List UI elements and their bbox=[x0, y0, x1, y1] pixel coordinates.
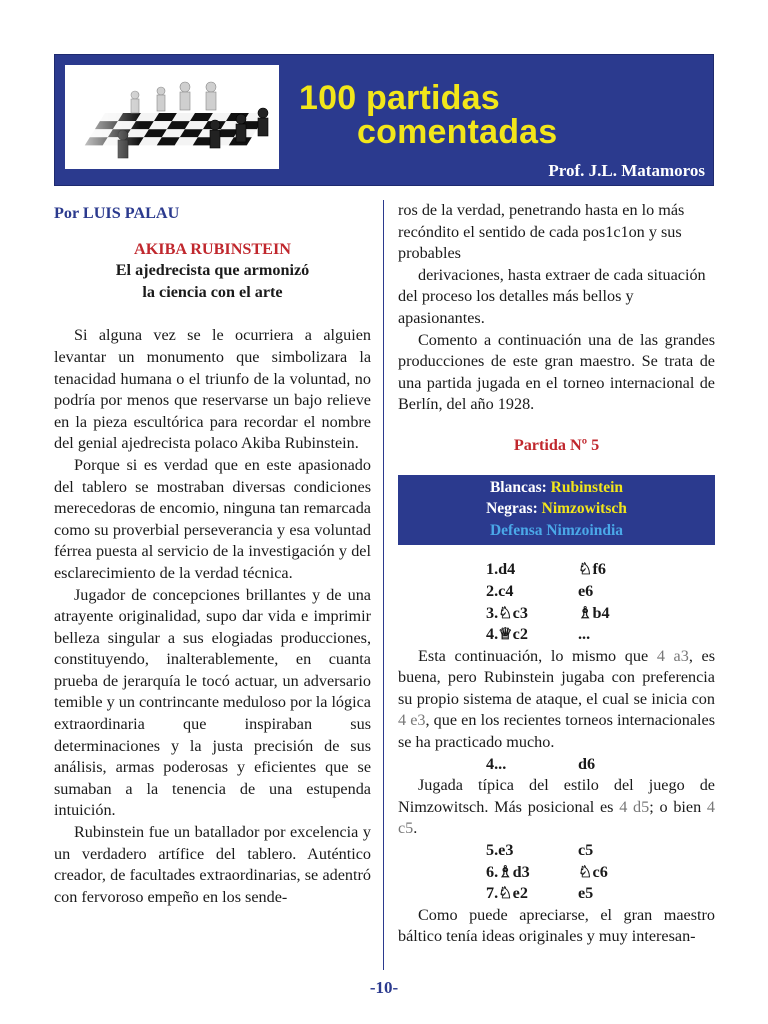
comment-text: Esta continuación, lo mismo que bbox=[418, 646, 657, 665]
black-move: e5 bbox=[578, 884, 594, 903]
byline: Por LUIS PALAU bbox=[54, 204, 180, 222]
move-row bbox=[398, 862, 715, 884]
comment-text: , que en los recientes torneos internacionales se ha practicado mucho. bbox=[398, 711, 715, 752]
move-row bbox=[398, 581, 715, 603]
comment-text: , es buena, pero Rubinstein jugaba con preferencia su propio sistema de ataque, el cual se inicia con bbox=[398, 646, 716, 708]
white-move: 3.♘c3 bbox=[486, 603, 528, 622]
page-number: -10- bbox=[369, 978, 399, 997]
black-move: ♗b4 bbox=[578, 603, 610, 622]
white-label: Blancas: bbox=[489, 478, 551, 496]
paragraph: Porque si es verdad que en este apasionado del tablero se mostraban diversas condiciones merecedoras de encomio, ninguna tan remarcada como su proverbial perseverancia y esa voluntad férrea puesta al servicio de la investigación y del esclarecimiento de la verdad técnica. bbox=[54, 455, 371, 582]
inline-move: 4 a3 bbox=[656, 646, 689, 665]
header-banner bbox=[54, 54, 714, 186]
comment-text: ; o bien bbox=[649, 797, 707, 816]
article-subtitle bbox=[54, 260, 371, 303]
white-move: 4.♕c2 bbox=[486, 625, 528, 644]
move-list bbox=[398, 559, 715, 645]
comment-text: . bbox=[413, 819, 418, 838]
move-row bbox=[398, 603, 715, 625]
comment-text: Jugada típica del estilo del juego de Nimzowitsch. Más posicional es bbox=[398, 776, 715, 816]
title-line-1: 100 partidas bbox=[299, 79, 500, 117]
inline-move: 4 c5 bbox=[398, 797, 716, 838]
paragraph: Si alguna vez se le ocurriera a alguien levantar un monumento que simbolizara la tenacidad humana o el triunfo de la voluntad, no podría por menos que reservarse un bajo relieve en la pieza escultórica para recordar el nombre del genial ajedrecista polaco Akiba Rubinstein. bbox=[54, 326, 371, 453]
white-player: Rubinstein bbox=[550, 478, 624, 496]
column-divider bbox=[383, 200, 384, 970]
white-move: 5.e3 bbox=[486, 841, 514, 860]
paragraph: derivaciones, hasta extraer de cada situación del proceso los detalles más bellos y apasionantes. bbox=[398, 265, 706, 327]
paragraph: Rubinstein fue un batallador por excelencia y un verdadero artífice del tablero. Auténtico creador, de facultades extraordinarias, se adentró con fervoroso empeño en los sende- bbox=[54, 823, 371, 906]
publication-author: Prof. J.L. Matamoros bbox=[548, 161, 705, 180]
paragraph bbox=[398, 775, 715, 840]
black-move: ... bbox=[578, 625, 591, 644]
title-line-2: comentadas bbox=[357, 113, 558, 151]
black-player: Nimzowitsch bbox=[541, 500, 627, 518]
black-move: c5 bbox=[578, 841, 594, 860]
white-move: 2.c4 bbox=[486, 581, 514, 600]
inline-move: 4 d5 bbox=[619, 797, 650, 816]
black-move: e6 bbox=[578, 581, 594, 600]
white-player-line bbox=[398, 477, 715, 499]
game-info-box bbox=[398, 475, 715, 546]
chessboard-photo bbox=[65, 65, 279, 169]
move-list bbox=[398, 754, 715, 776]
move-row bbox=[398, 754, 715, 776]
move-row bbox=[398, 883, 715, 905]
black-player-line bbox=[398, 498, 715, 520]
opening-name: Defensa Nimzoindia bbox=[489, 521, 624, 539]
move-list bbox=[398, 840, 715, 905]
black-move: d6 bbox=[578, 754, 596, 773]
move-row bbox=[398, 840, 715, 862]
paragraph bbox=[398, 646, 715, 754]
subtitle-line-1: El ajedrecista que armonizó bbox=[115, 261, 310, 280]
paragraph: Jugador de concepciones brillantes y de una atrayente originalidad, supo dar vida e imprimir belleza singular a sus elogiadas producciones, constituyendo, inalterablemente, en cuanta prueba de jerarquía le tocó actuar, un adversario temible y un contrincante meduloso por la lógica extraordinaria que inspiraban sus determinaciones y la justa precisión de sus análisis, armas poderosas y eficientes que se sumaban a la tenencia de una estupenda intuición. bbox=[54, 585, 371, 820]
paragraph: ros de la verdad, penetrando hasta en lo más recóndito el sentido de cada pos1c1on y sus probables bbox=[398, 201, 685, 263]
move-row bbox=[398, 559, 715, 581]
white-move: 1.d4 bbox=[486, 560, 516, 579]
left-column bbox=[54, 200, 371, 908]
white-move: 7.♘e2 bbox=[486, 884, 528, 903]
black-label: Negras: bbox=[486, 500, 542, 518]
right-column bbox=[398, 200, 715, 948]
subtitle-line-2: la ciencia con el arte bbox=[142, 282, 283, 301]
white-move: 6.♗d3 bbox=[486, 862, 530, 881]
paragraph: Comento a continuación una de las grandes producciones de este gran maestro. Se trata de una partida jugada en el torneo internacional de Berlín, del año 1928. bbox=[398, 330, 715, 414]
article-title: AKIBA RUBINSTEIN bbox=[134, 239, 291, 258]
game-label: Partida Nº 5 bbox=[513, 435, 600, 454]
white-move: 4... bbox=[486, 754, 507, 773]
inline-move: 4 e3 bbox=[398, 711, 426, 730]
black-move: ♘f6 bbox=[578, 560, 606, 579]
black-move: ♘c6 bbox=[578, 862, 608, 881]
move-row bbox=[398, 624, 715, 646]
paragraph: Como puede apreciarse, el gran maestro báltico tenía ideas originales y muy interesan- bbox=[398, 905, 715, 946]
publication-title bbox=[299, 81, 699, 149]
